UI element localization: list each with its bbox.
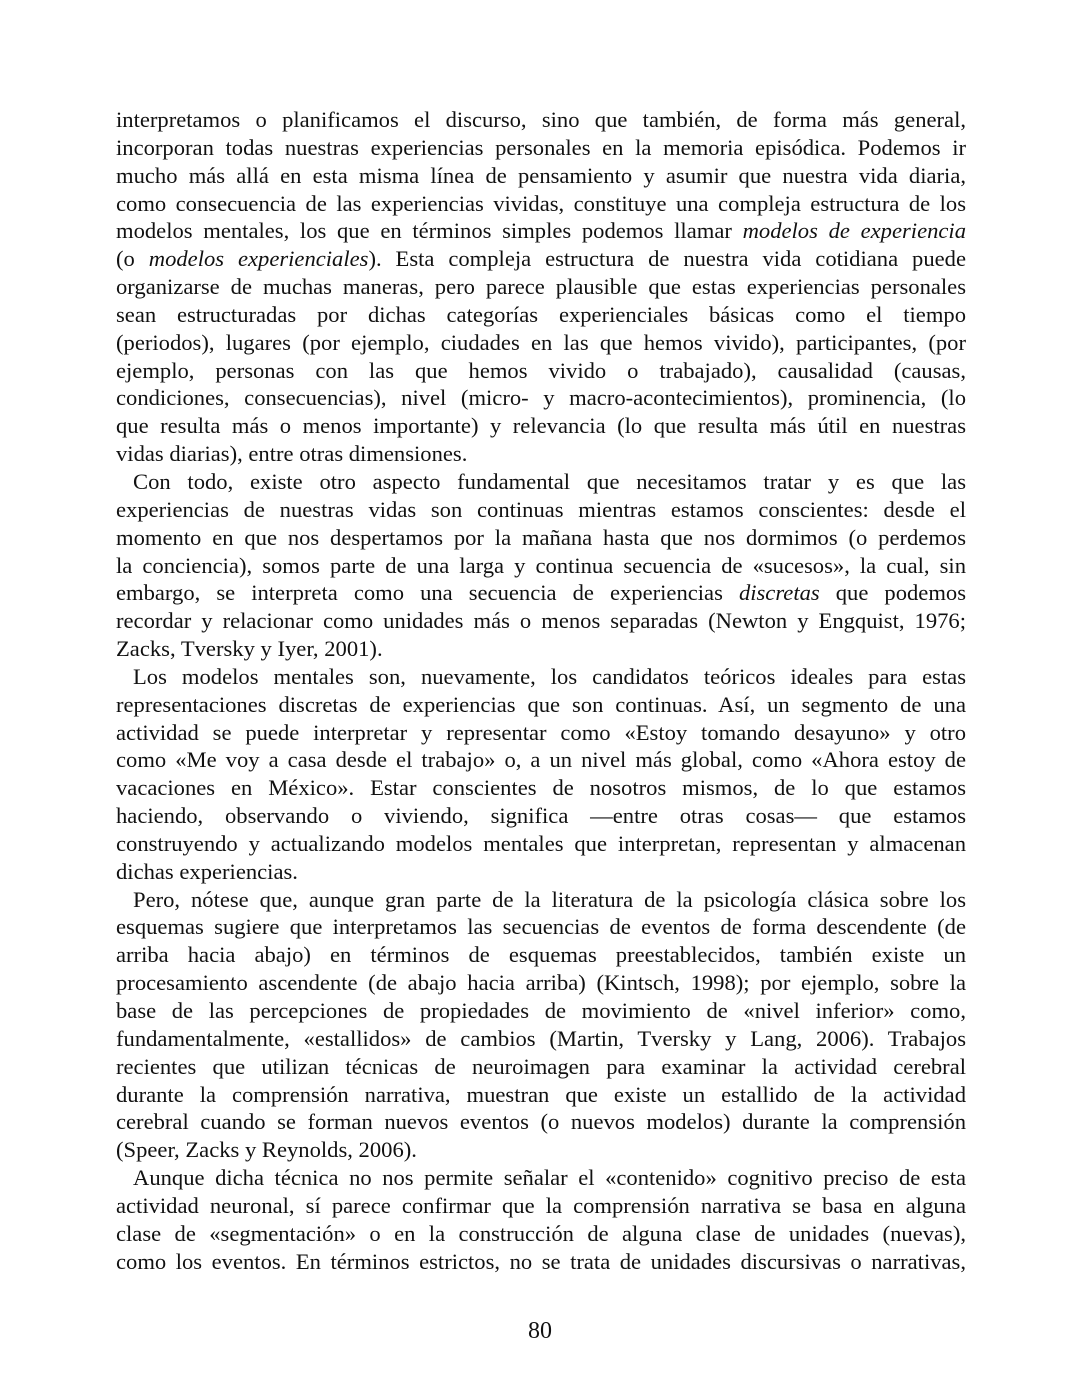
text-segment: procesamiento ascendente (de abajo hacia arriba) (Kintsch, 1998); por ejemplo, sobre la <box>116 970 966 996</box>
text-line <box>116 552 966 580</box>
text-segment: experiencias de nuestras vidas son continuas mientras estamos conscientes: desde el <box>116 496 966 522</box>
text-line <box>116 440 966 468</box>
text-segment: interpretamos o planificamos el discurso, sino que también, de forma más general, <box>116 107 966 132</box>
text-line <box>116 1192 966 1220</box>
text-line <box>116 496 966 524</box>
italic-text: discretas <box>738 580 820 606</box>
text-segment: que resulta más o menos importante) y relevancia (lo que resulta más útil en nuestras <box>116 413 966 439</box>
text-line <box>116 941 966 969</box>
text-line <box>116 719 966 747</box>
text-line <box>116 384 966 412</box>
text-line <box>116 273 966 301</box>
text-line <box>116 190 966 218</box>
text-line <box>116 886 966 914</box>
text-segment: ejemplo, personas con las que hemos vivido o trabajado), causalidad (causas, <box>116 357 966 383</box>
text-segment: Con todo, existe otro aspecto fundamental que necesitamos tratar y es que las <box>133 468 966 494</box>
text-segment: haciendo, observando o viviendo, significa —entre otras cosas— que estamos <box>116 803 966 829</box>
document-page <box>116 106 966 1275</box>
text-line <box>116 1248 966 1276</box>
text-line <box>116 774 966 802</box>
text-segment: incorporan todas nuestras experiencias personales en la memoria episódica. Podemos ir <box>116 134 966 160</box>
text-segment: (o <box>116 246 149 272</box>
text-line <box>116 1220 966 1248</box>
paragraph <box>116 106 966 468</box>
paragraph <box>116 663 966 886</box>
text-line <box>116 997 966 1025</box>
text-line <box>116 1164 966 1192</box>
text-segment: sean estructuradas por dichas categorías experienciales básicas como el tiempo <box>116 301 966 327</box>
text-segment: actividad neuronal, sí parece confirmar que la comprensión narrativa se basa en alguna <box>116 1192 966 1218</box>
text-line <box>116 1053 966 1081</box>
text-line <box>116 579 966 607</box>
text-segment: clase de «segmentación» o en la construcción de alguna clase de unidades (nuevas), <box>116 1220 966 1246</box>
text-line <box>116 1136 966 1164</box>
italic-text: modelos de experiencia <box>742 218 966 244</box>
text-line <box>116 1081 966 1109</box>
text-line <box>116 607 966 635</box>
italic-text: modelos experienciales <box>148 246 369 272</box>
text-segment: representaciones discretas de experiencias que son continuas. Así, un segmento de una <box>116 691 966 717</box>
page-number: 80 <box>528 1318 552 1344</box>
text-segment: base de las percepciones de propiedades de movimiento de «nivel inferior» como, <box>116 998 966 1023</box>
text-line <box>116 1025 966 1053</box>
text-line <box>116 746 966 774</box>
text-line <box>116 913 966 941</box>
text-line <box>116 858 966 886</box>
text-line <box>116 357 966 385</box>
paragraph <box>116 1164 966 1275</box>
text-line <box>116 162 966 190</box>
text-line <box>116 245 966 273</box>
paragraph <box>116 886 966 1164</box>
text-segment: como los eventos. En términos estrictos, no se trata de unidades discursivas o narrativas, <box>116 1248 966 1274</box>
text-segment: vidas diarias), entre otras dimensiones. <box>116 441 468 467</box>
text-segment: (Speer, Zacks y Reynolds, 2006). <box>116 1137 417 1163</box>
text-segment: cerebral cuando se forman nuevos eventos (o nuevos modelos) durante la comprensión <box>116 1109 966 1135</box>
text-line <box>116 663 966 691</box>
text-line <box>116 106 966 134</box>
text-line <box>116 468 966 496</box>
text-segment: como consecuencia de las experiencias vividas, constituye una compleja estructura de los <box>116 190 966 216</box>
text-segment: que podemos <box>819 580 966 606</box>
text-segment: recientes que utilizan técnicas de neuroimagen para examinar la actividad cerebral <box>116 1053 966 1079</box>
text-line <box>116 802 966 830</box>
text-line <box>116 329 966 357</box>
text-segment: organizarse de muchas maneras, pero parece plausible que estas experiencias personales <box>116 274 966 300</box>
text-line <box>116 412 966 440</box>
text-segment: como «Me voy a casa desde el trabajo» o, a un nivel más global, como «Ahora estoy de <box>116 747 966 773</box>
text-segment: (periodos), lugares (por ejemplo, ciudades en las que hemos vivido), participantes, (por <box>116 329 966 355</box>
text-segment: momento en que nos despertamos por la mañana hasta que nos dormimos (o perdemos <box>116 524 966 550</box>
text-line <box>116 830 966 858</box>
text-segment: actividad se puede interpretar y representar como «Estoy tomando desayuno» y otro <box>116 719 966 745</box>
text-segment: Aunque dicha técnica no nos permite señalar el «contenido» cognitivo preciso de esta <box>133 1165 966 1191</box>
text-line <box>116 635 966 663</box>
text-segment: Zacks, Tversky y Iyer, 2001). <box>116 636 383 662</box>
text-segment: Pero, nótese que, aunque gran parte de la literatura de la psicología clásica sobre los <box>133 886 966 912</box>
text-line <box>116 691 966 719</box>
text-line <box>116 301 966 329</box>
text-segment: dichas experiencias. <box>116 858 298 884</box>
text-line <box>116 524 966 552</box>
text-line <box>116 1108 966 1136</box>
text-segment: embargo, se interpreta como una secuencia de experiencias <box>116 580 739 606</box>
text-segment: fundamentalmente, «estallidos» de cambios (Martin, Tversky y Lang, 2006). Trabajos <box>116 1025 966 1051</box>
text-segment: ). Esta compleja estructura de nuestra vida cotidiana puede <box>368 246 966 272</box>
text-segment: la conciencia), somos parte de una larga y continua secuencia de «sucesos», la cual, sin <box>116 552 966 578</box>
text-segment: condiciones, consecuencias), nivel (micro- y macro-acontecimientos), prominencia, (lo <box>116 385 966 411</box>
text-segment: recordar y relacionar como unidades más o menos separadas (Newton y Engquist, 1976; <box>116 608 966 634</box>
text-line <box>116 217 966 245</box>
text-line <box>116 969 966 997</box>
text-segment: mucho más allá en esta misma línea de pensamiento y asumir que nuestra vida diaria, <box>116 162 966 188</box>
text-line <box>116 134 966 162</box>
text-segment: Los modelos mentales son, nuevamente, los candidatos teóricos ideales para estas <box>133 663 966 689</box>
text-segment: modelos mentales, los que en términos simples podemos llamar <box>116 218 743 244</box>
text-segment: arriba hacia abajo) en términos de esquemas preestablecidos, también existe un <box>116 942 966 968</box>
text-segment: construyendo y actualizando modelos mentales que interpretan, representan y almacenan <box>116 830 966 856</box>
text-segment: durante la comprensión narrativa, muestran que existe un estallido de la actividad <box>116 1081 966 1107</box>
paragraph <box>116 468 966 663</box>
text-segment: esquemas sugiere que interpretamos las secuencias de eventos de forma descendente (de <box>116 914 966 940</box>
text-segment: vacaciones en México». Estar conscientes de nosotros mismos, de lo que estamos <box>116 775 966 801</box>
